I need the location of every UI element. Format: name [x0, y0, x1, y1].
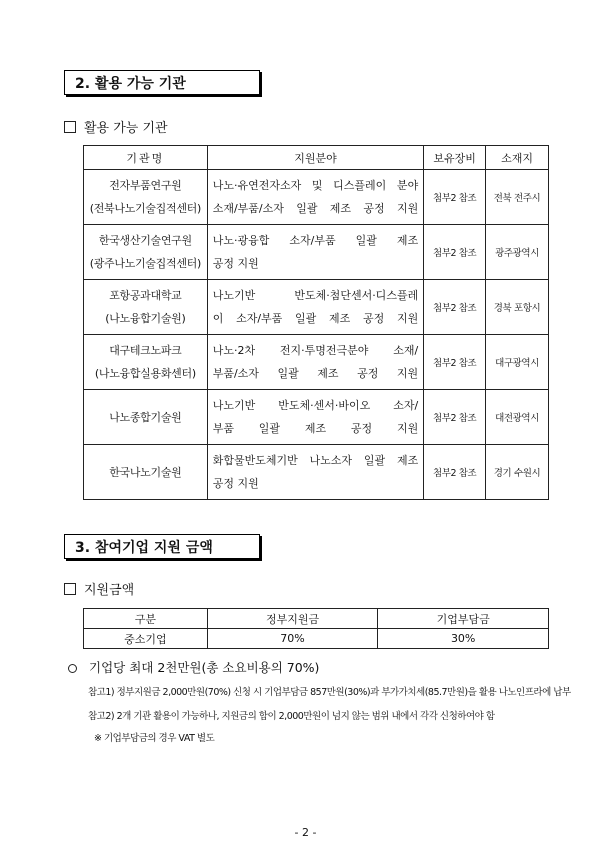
agency-center: (전북나노기술집적센터) [89, 202, 201, 215]
agency-name: 한국나노기술원 [109, 465, 182, 479]
agency-name: 전자부품연구원 [109, 179, 182, 192]
checkbox-square-icon [64, 583, 76, 595]
support-line: 소재/부품/소자 일괄 제조 공정 지원 [212, 202, 419, 215]
agency-cell [84, 225, 208, 280]
header-agency: 기관명 [84, 146, 208, 170]
header-location: 소재지 [486, 146, 549, 170]
header-company-share: 기업부담금 [378, 609, 549, 629]
support-amount-table [83, 608, 549, 649]
max-support-text: 기업당 최대 2천만원(총 소요비용의 70%) [89, 660, 320, 675]
support-cell [207, 335, 423, 390]
section-2-subheading [64, 117, 168, 136]
institutions-table [83, 145, 549, 500]
support-line: 나노·2차 전지·투명전극분야 소재/ [212, 344, 419, 357]
page-number: - 2 - [294, 826, 317, 839]
support-line: 나노기반 반도체·첨단센서·디스플레 [212, 289, 419, 302]
support-cell [207, 390, 423, 445]
location-cell: 전북 전주시 [486, 170, 549, 225]
agency-cell [84, 280, 208, 335]
agency-cell [84, 445, 208, 500]
section-3-title-text: 3. 참여기업 지원 금액 [75, 539, 213, 556]
equipment-cell: 첨부2 참조 [424, 335, 486, 390]
support-line: 이 소자/부품 일괄 제조 공정 지원 [212, 312, 419, 325]
support-line: 공정 지원 [212, 477, 259, 490]
agency-name: 대구테크노파크 [109, 344, 182, 357]
section-3-subheading [64, 579, 134, 598]
max-support-bullet [68, 658, 319, 676]
header-support: 지원분야 [207, 146, 423, 170]
company-share-cell: 30% [378, 629, 549, 649]
agency-center: (나노융합기술원) [105, 312, 186, 325]
reference-note-1: 참고1) 정부지원금 2,000만원(70%) 신청 시 기업부담금 857만원(30%)과 부가가치세(85.7만원)을 활용 나노인프라에 납부 [88, 687, 571, 698]
support-line: 나노·유연전자소자 및 디스플레이 분야 [212, 179, 419, 192]
checkbox-square-icon [64, 121, 76, 133]
support-line: 공정 지원 [212, 257, 259, 270]
agency-cell [84, 170, 208, 225]
support-line: 나노·광융합 소자/부품 일괄 제조 [212, 234, 419, 247]
location-cell: 경기 수원시 [486, 445, 549, 500]
table-row [84, 225, 549, 280]
support-line: 나노기반 반도체·센서·바이오 소자/ [212, 399, 419, 412]
support-cell [207, 445, 423, 500]
section-2-title-text: 2. 활용 가능 기관 [75, 75, 186, 92]
agency-center: (광주나노기술집적센터) [89, 257, 201, 270]
vat-note: ※ 기업부담금의 경우 VAT 별도 [94, 733, 215, 744]
location-cell: 대전광역시 [486, 390, 549, 445]
circle-bullet-icon [68, 664, 77, 673]
equipment-cell: 첨부2 참조 [424, 445, 486, 500]
header-gov-support: 정부지원금 [207, 609, 378, 629]
header-equipment: 보유장비 [424, 146, 486, 170]
table-row [84, 335, 549, 390]
equipment-cell: 첨부2 참조 [424, 170, 486, 225]
table-row [84, 390, 549, 445]
table-row [84, 280, 549, 335]
category-cell: 중소기업 [84, 629, 208, 649]
table-header-row [84, 609, 549, 629]
table-row [84, 445, 549, 500]
agency-name: 한국생산기술연구원 [98, 234, 192, 247]
agency-center: (나노융합실용화센터) [94, 367, 196, 380]
section-2-title [64, 70, 260, 95]
section-2-subheading-text: 활용 가능 기관 [84, 121, 168, 136]
agency-cell [84, 390, 208, 445]
section-3-title [64, 534, 260, 559]
gov-support-cell: 70% [207, 629, 378, 649]
support-line: 부품 일괄 제조 공정 지원 [212, 422, 419, 435]
section-3-subheading-text: 지원금액 [84, 583, 135, 598]
support-cell [207, 170, 423, 225]
agency-cell [84, 335, 208, 390]
support-line: 화합물반도체기반 나노소자 일괄 제조 [212, 454, 419, 467]
support-line: 부품/소자 일괄 제조 공정 지원 [212, 367, 419, 380]
equipment-cell: 첨부2 참조 [424, 225, 486, 280]
reference-note-2: 참고2) 2개 기관 활용이 가능하나, 지원금의 합이 2,000만원이 넘지 않는 범위 내에서 각각 신청하여야 함 [88, 711, 495, 722]
agency-name: 포항공과대학교 [109, 289, 182, 302]
support-cell [207, 280, 423, 335]
header-category: 구분 [84, 609, 208, 629]
agency-name: 나노종합기술원 [109, 410, 182, 424]
location-cell: 대구광역시 [486, 335, 549, 390]
location-cell: 경북 포항시 [486, 280, 549, 335]
table-row [84, 629, 549, 649]
table-header-row [84, 146, 549, 170]
location-cell: 광주광역시 [486, 225, 549, 280]
support-cell [207, 225, 423, 280]
equipment-cell: 첨부2 참조 [424, 280, 486, 335]
equipment-cell: 첨부2 참조 [424, 390, 486, 445]
table-row [84, 170, 549, 225]
